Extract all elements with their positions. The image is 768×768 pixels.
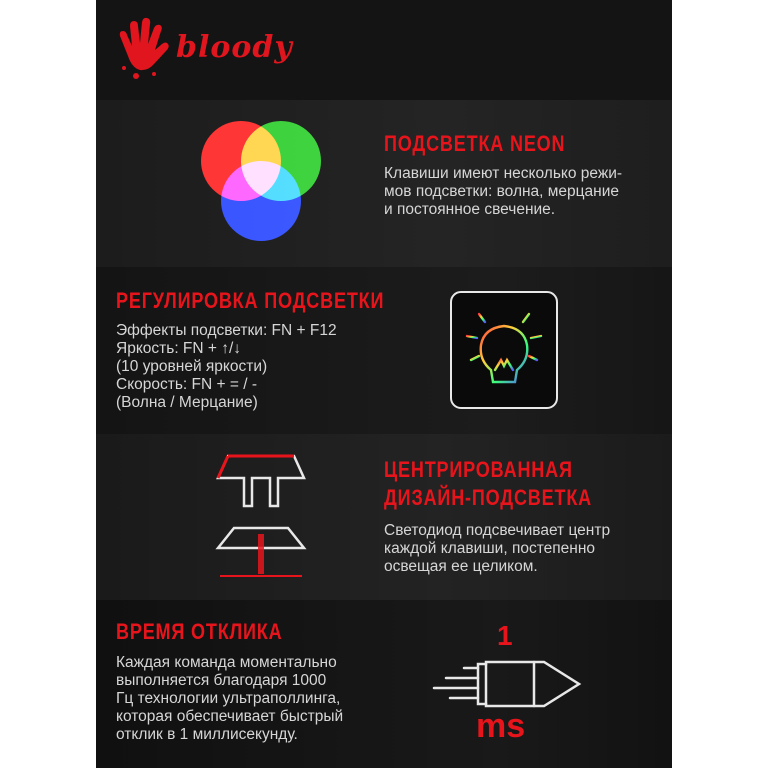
section-desc-adjust: Эффекты подсветки: FN + F12 Яркость: FN + ↑/↓ (10 уровней яркости) Скорость: FN + = / - (Волна / Мерцание)	[116, 322, 337, 411]
bloody-hand-icon	[114, 16, 174, 80]
section-title-neon: ПОДСВЕТКА NEON	[384, 131, 566, 156]
section-desc-neon: Клавиши имеют несколько режи- мов подсветки: волна, мерцание и постоянное свечение.	[384, 165, 623, 218]
brand-logo-text: bloody	[176, 30, 293, 65]
section-desc-centered: Светодиод подсвечивает центр каждой клавиши, постепенно освещая ее целиком.	[384, 522, 611, 575]
rgb-lightbulb-icon	[449, 290, 559, 410]
section-title-adjust: РЕГУЛИРОВКА ПОДСВЕТКИ	[116, 288, 385, 313]
section-title-centered: ЦЕНТРИРОВАННАЯ ДИЗАЙН-ПОДСВЕТКА	[384, 457, 593, 510]
section-desc-response: Каждая команда моментально выполняется благодаря 1000 Гц технологии ультраполлинга, которая обеспечивает быстрый отклик в 1 миллисекунду.	[116, 654, 344, 743]
rgb-circles-icon	[196, 116, 326, 246]
section-title-response: ВРЕМЯ ОТКЛИКА	[116, 619, 283, 644]
response-value: 1	[497, 620, 513, 651]
product-infographic	[96, 0, 672, 768]
response-unit: ms	[476, 707, 526, 745]
keycap-led-icon	[206, 450, 316, 582]
bullet-speed-icon	[424, 660, 584, 710]
